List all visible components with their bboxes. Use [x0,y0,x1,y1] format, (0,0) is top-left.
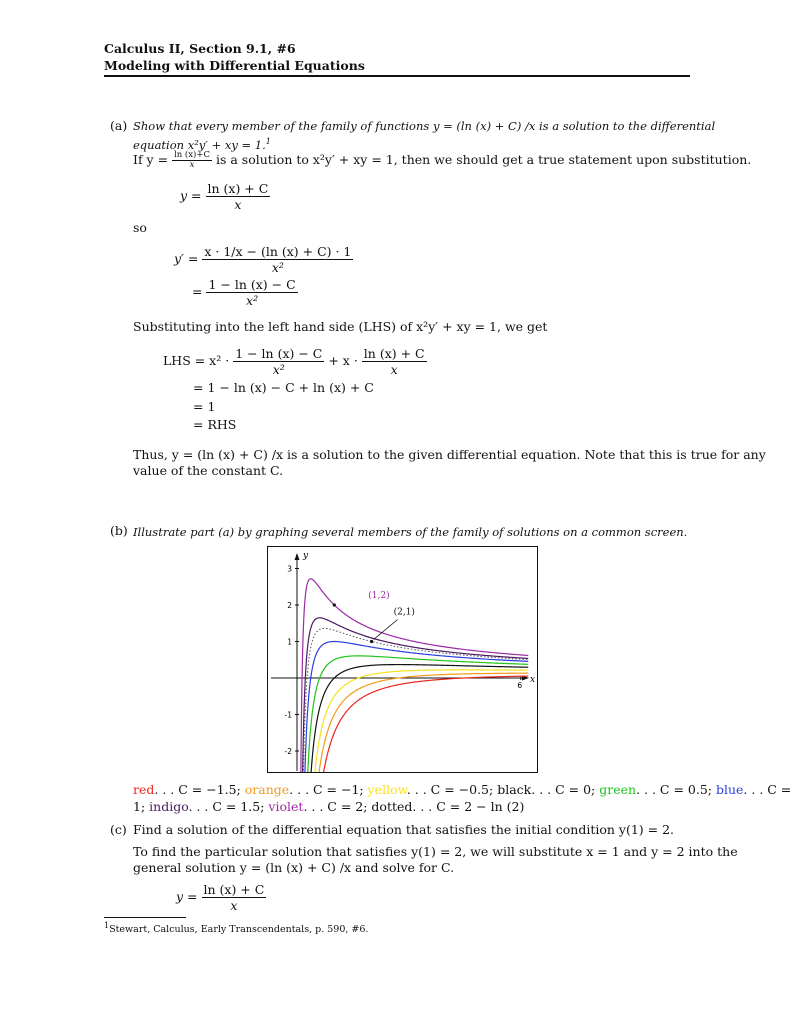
y-axis-label: y [303,551,309,561]
solution-family-chart [267,546,538,773]
y-tick-label: -2 [284,747,292,756]
part-c-prompt: Find a solution of the differential equation that satisfies the initial condition y(1) = 2. [133,822,675,837]
part-a-prompt-line2: equation x²y′ + xy = 1.$^1$ [133,137,271,152]
part-a-label: (a) [110,118,128,133]
x-tick-label: 6 [517,681,523,690]
legend-entry: blue. . . C = [715,782,791,797]
part-c-text-1: To find the particular solution that satisfies y(1) = 2, we will substitute x = 1 and y = 2 into the [133,844,738,859]
page-subtitle: Modeling with Differential Equations [104,58,365,73]
annotation-label: (1,2) [368,591,390,601]
lhs-line-2: = 1 − ln (x) − C + ln (x) + C [193,380,374,395]
legend-entry [133,799,149,814]
point-marker [370,640,373,643]
legend-c-value: C = −1.5; [178,782,241,797]
lhs-equation: LHS = x² · $\frac{1 - \ln (x) - C}{\text{x²}}$ + x · $\frac{\ln (x) + C}{x}$ [163,346,425,377]
legend-color-name: black [497,782,532,797]
legend-c-value: C = 2; [327,799,368,814]
conclusion-line-1: Thus, y = (ln (x) + C) /x is a solution to the given differential equation. Note that this is true for any [133,447,766,462]
legend-entry: green. . . C = 0.5; [599,782,712,797]
legend-entry: red. . . C = −1.5; [133,782,241,797]
y-tick-label: 1 [287,637,292,647]
part-b-label: (b) [110,523,128,538]
legend-c-value: C = 2 − ln (2) [436,799,525,814]
equation-y-prime: y′ = $\frac{x \cdot 1/x - (\ln (x) + C) \cdot 1}{\text{x²}}$ [174,244,352,275]
substitution-text: Substituting into the left hand side (LHS) of x²y′ + xy = 1, we get [133,319,548,334]
y-axis-arrow [295,553,300,560]
legend-entry: violet. . . C = 2; [268,799,368,814]
legend-c-value: 1; [133,799,146,814]
equation-y-prime-simplified: = $\frac{1 - \ln (x) - C}{\text{x²}}$ [192,277,296,308]
legend-c-value: C = 0.5; [659,782,712,797]
legend-entry: yellow. . . C = −0.5; [367,782,494,797]
point-marker [333,603,336,606]
lhs-line-3: = 1 [193,399,216,414]
part-a-prompt: Show that every member of the family of functions y = (ln (x) + C) /x is a solution to the differential [133,119,716,133]
legend-color-name: orange [244,782,290,797]
series-line [302,618,528,798]
series-line [310,665,532,797]
series-line [313,670,532,798]
legend-entry: orange. . . C = −1; [244,782,364,797]
legend-entry: indigo. . . C = 1.5; [149,799,265,814]
legend-color-name: red [133,782,155,797]
footnote-marker: 1 [265,137,271,146]
series-line [316,673,528,798]
legend-color-name: indigo [149,799,189,814]
page-title: Calculus II, Section 9.1, #6 [104,41,296,56]
part-b-prompt: Illustrate part (a) by graphing several members of the family of solutions on a common screen. [133,525,688,539]
equation-y: y = $\frac{\ln (x) + C}{x}$ [180,181,269,212]
legend-c-value: C = [767,782,791,797]
chart-legend [133,781,791,815]
header-rule [104,75,690,77]
part-c-equation: y = $\frac{\ln (x) + C}{x}$ [176,882,265,913]
legend-color-name: green [599,782,637,797]
x-axis-label: x [530,675,536,685]
lhs-line-4: = RHS [193,417,237,432]
y-tick-label: 3 [287,564,292,574]
footnote-rule [104,917,186,918]
header [104,40,690,77]
legend-color-name: blue [715,782,744,797]
legend-entry: dotted. . . C = 2 − ln (2) [371,799,525,814]
legend-color-name: dotted [371,799,413,814]
so-text: so [133,220,147,235]
y-tick-label: -1 [284,710,292,720]
footnote: $^1$Stewart, Calculus, Early Transcendentals, p. 590, #6. [104,921,369,936]
part-c-text-2: general solution y = (ln (x) + C) /x and solve for C. [133,860,455,875]
conclusion-line-2: value of the constant C. [133,463,284,478]
legend-color-name: yellow [367,782,407,797]
part-c-label: (c) [110,822,127,837]
legend-color-name: violet [268,799,304,814]
legend-c-value: C = −0.5; [430,782,494,797]
part-a-intro: If y = $\frac{\ln (x)+C}{x}$ is a solution to x²y′ + xy = 1, then we should get a true statement upon substitution. [133,150,752,170]
annotation-label: (2,1) [393,607,415,618]
legend-c-value: C = −1; [313,782,364,797]
legend-c-value: C = 1.5; [212,799,265,814]
legend-entry: black. . . C = 0; [497,782,596,797]
legend-c-value: C = 0; [555,782,596,797]
intro-fraction: $\frac{\ln (x)+C}{x}$ [174,150,210,170]
y-tick-label: 2 [287,601,292,610]
